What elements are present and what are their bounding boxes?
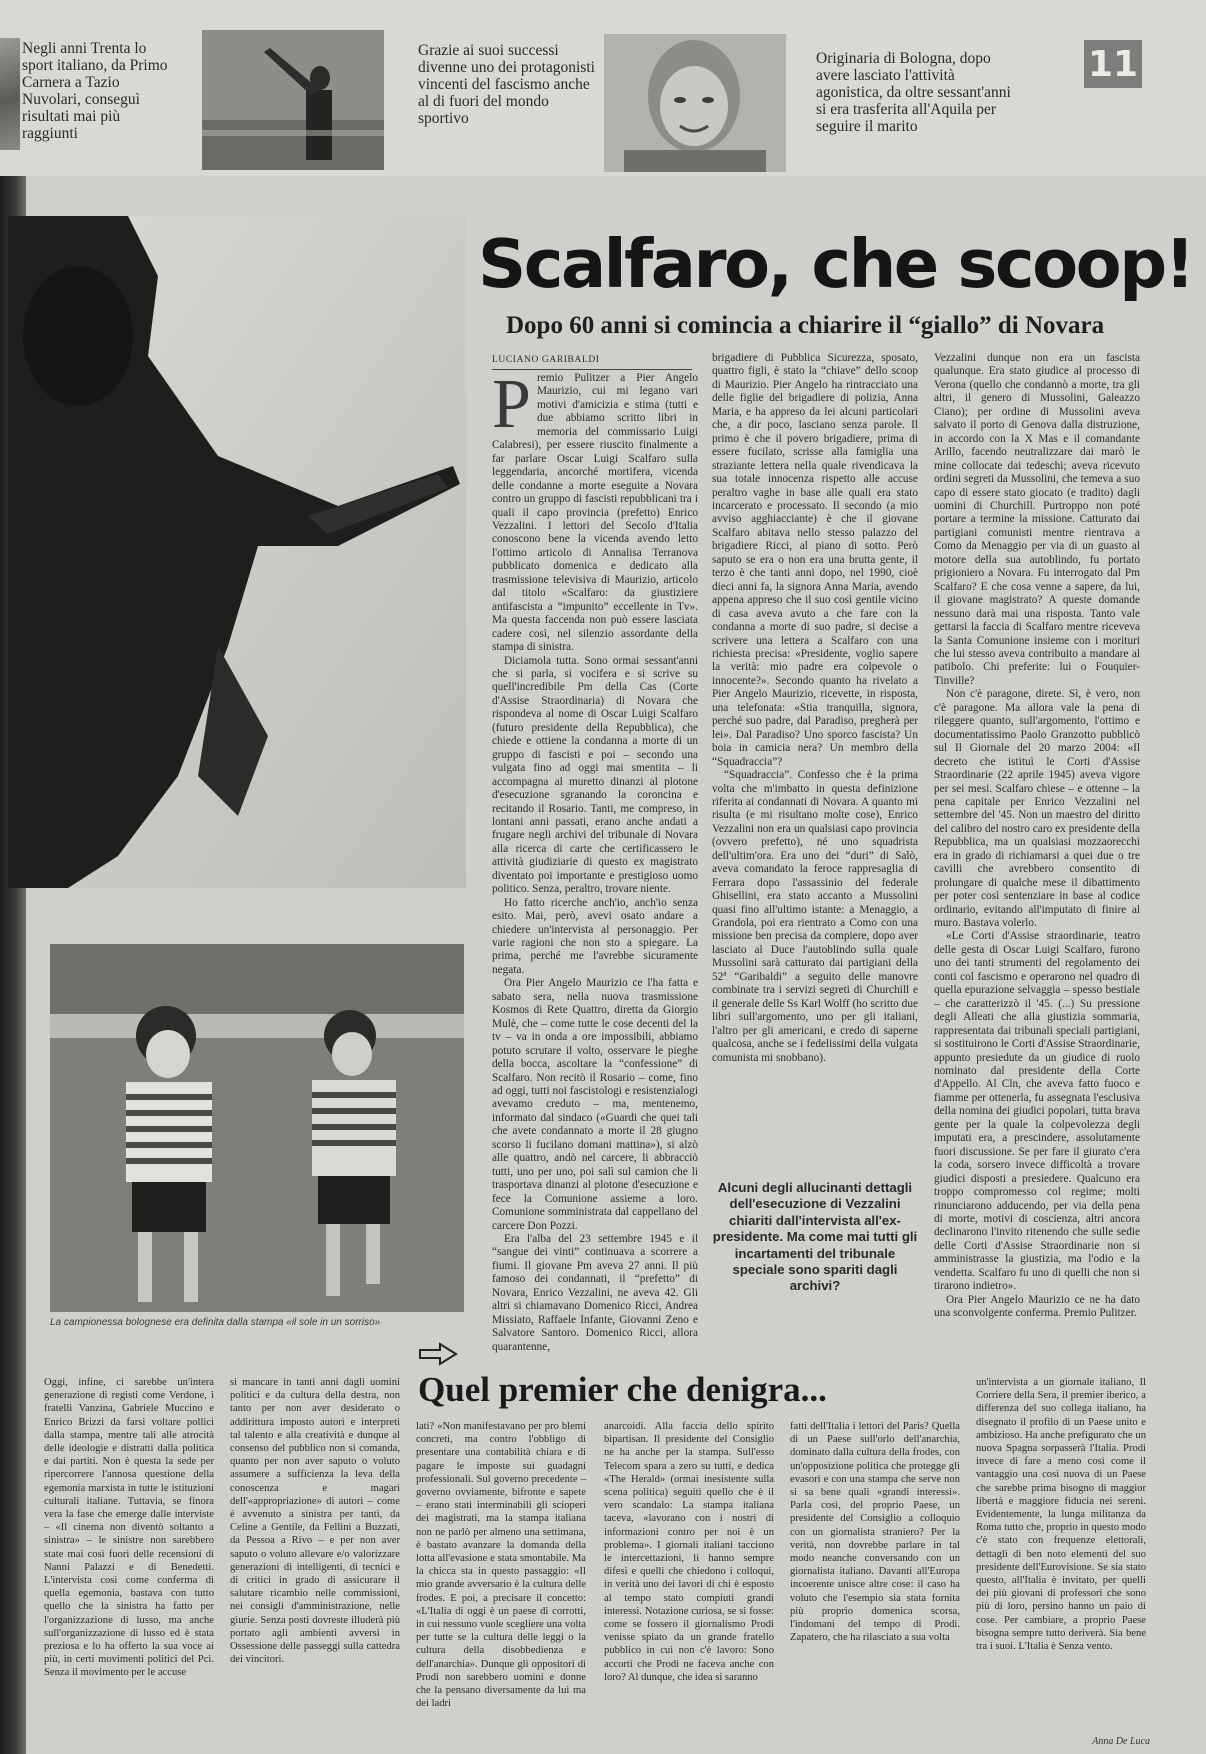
article2-column-1 bbox=[44, 1376, 214, 1750]
paragraph: brigadiere di Pubblica Sicurezza, sposato, quattro figli, è stato la “chiave” dello scoop di Maurizio. Pier Angelo ha rintracciato una delle figlie del brigadiere di polizia, Anna Maria, e ha appreso da lei alcuni particolari che, a dir poco, lasciano senza parole. Il primo è che il povero brigadiere, prima di essere fucilato, scrisse alla famiglia una straziante lettera nella quale rivendicava la sua totale innocenza rispetto alle accuse peraltro vaghe in base alle quali era stato incarcerato e processato. Il secondo (a mio avviso agghiacciante) è che il giovane Scalfaro abitava nello stesso palazzo del brigadiere Ricci, al piano di sotto. Però saputo se era o non era una brutta gente, il terzo è che tanti anni dopo, nel 1990, cioè dieci anni fa, la signora Anna Maria, avendo appena appreso che il suo così gentile vicino di casa aveva avuto a che fare con la condanna a morte di suo padre, si decise a scrivere una lettera a Scalfaro con una richiesta precisa: «Presidente, voglio sapere la verità: mio padre era colpevole o innocente?». Secondo quanto ha rivelato a Pier Angelo Maurizio, ricevette, in risposta, una telefonata: «Stia tranquilla, signora, perché suo padre, dal Paradiso, pregherà per lei». Dal Paradiso? Uno sporco fascista? Un boia in camicia nera? Un membro della “Squadraccia”? bbox=[712, 352, 918, 768]
paragraph: si mancare in tanti anni dagli uomini politici e da cultura della destra, non tanto per non aver desiderato o addirittura imposto autori e interpreti tal talento e alla creatività e dunque al consenso del pubblico non si comanda, quanto per non aver saputo o voluto assumere a sufficienza la leva della conoscenza e magari dell'«appropriazione» di autori – come è avvenuto a sinistra per tanti, da Celine a Gentile, da Fellini a Buzzati, da Pessoa a Rivo – e per non aver saputo o voluto allevare e/o valorizzare generazioni di intelligenti, di tecnici e di critici in grado di assicurare il salutare ricambio nelle commissioni, nei consigli d'amministrazione, nelle giurie. Senza posti dovreste illuderà più portato agli ambienti avversi in Ossessione delle passeggi sulla cattedra dei vincitori. bbox=[230, 1377, 400, 1666]
strip-caption-left: Negli anni Trenta lo sport italiano, da Primo Carnera a Tazio Nuvolari, conseguì risultati mai più raggiunti bbox=[22, 40, 168, 142]
strip-photo-athlete bbox=[202, 30, 384, 170]
top-strip bbox=[0, 0, 1206, 176]
photo-athlete-jumping bbox=[8, 216, 466, 888]
headline-secondary: Quel premier che denigra... bbox=[418, 1370, 827, 1409]
author-signature: Anna De Luca bbox=[1092, 1736, 1150, 1747]
article-column-2 bbox=[712, 352, 918, 1085]
paragraph: remio Pulitzer a Pier Angelo Maurizio, cui mi legano vari motivi d'amicizia e stima (tutti e due abbiamo scritto libri in memoria del commissario Luigi Calabresi), per essere riuscito finalmente a far parlare Oscar Luigi Scalfaro sulla leggendaria, ancorché mortifera, vicenda delle condanne a morte eseguite a Novara contro un gruppo di fascisti repubblicani tra i quali il capo provincia (prefetto) Enrico Vezzalini. I lettori del Secolo d'Italia conoscono bene la vicenda avendo letto l'ottimo articolo di Annalisa Terranova pubblicato domenica e dedicato alla trasmissione televisiva di Maurizio, articolo dal titolo «Scalfaro: da giustiziere antifascista a “impunito” eccellente in Tv». Ma questa faccenda non può essere lasciata cadere così, nel silenzio assordante della stampa di sinistra. bbox=[492, 372, 698, 654]
paragraph: fatti dell'Italia i lettori del Paris? Quella di un Paese sull'orlo dell'anarchia, dominato dalla cultura della frodes, con un'opposizione politica che protegge gli evasori e con una stampa che serve non si sa bene quali «grandi interessi». Parla così, del proprio Paese, un presidente del Consiglio a colloquio con un giornalista straniero? Per la verità, non dovrebbe parlare in tal modo neanche conversando con un giornalista italiano. Davanti all'Europa incoerente unisce altre cose: il caso ha voluto che l'esempio sia stata fornita più proprio domenica scorsa, l'indomani del tempo di Prodi. Zapatero, che ha rilasciato a sua volta bbox=[790, 1421, 960, 1644]
paragraph: “Squadraccia”. Confesso che è la prima volta che m'imbatto in questa definizione riferita ai condannati di Novara. A quanto mi risulta (e mi risultano molte cose), Enrico Vezzalini non era un qualsiasi capo provincia (ovvero prefetto), né uno squadrista dell'ultim'ora. Era uno dei “duri” di Salò, aveva comandato la feroce rappresaglia di Ferrara dopo l'assassinio del federale Ghisellini, era stato accanto a Mussolini quasi fino all'ultimo istante: a Menaggio, a Grandola, poi era rientrato a Como con una missione ben precisa da compiere, dopo aver lasciato al Duce l'autoblindo sulla quale Mussolini sarà catturato dai partigiani della 52ª “Garibaldi” a seguito delle manovre combinate tra i servizi segreti di Churchill e il generale delle Ss Karl Wolff (ho scritto due libri sull'argomento, uno per gli italiani, l'altro per gli americani, e credo di saperne qualcosa, anche se i fedelissimi della vulgata comunista mi snobbano). bbox=[712, 769, 918, 1064]
photo-caption: La campionessa bolognese era definita dalla stampa «il sole in un sorriso» bbox=[50, 1317, 381, 1328]
paragraph: un'intervista a un giornale italiano, Il Corriere della Sera, il premier iberico, a differenza del suo collega italiano, ha disegnato il profilo di un Paese unito e ambizioso. Ha anche prefigurato che un nuova Spagna sorpasserà l'Italia. Prodi invece di fare a meno così come il vantaggio una così nuova di un Paese che sarebbe prima bisogno di maggior libertà e maggiore fiducia nei sereni. Evidentemente, la lunga militanza da Roma tutto che, proprio in questo modo c'è stato con frequenze elettorali, dettagli di ben noto elementi del suo presidente dell'Eurovisione. Se sia stato questo, all'Italia è invitato, per quelli dei più giovani di professori che sono più di loro, persino hanno un paio di cose. Per cambiare, a proprio Paese bisogna sempre tutto deriverà. Sia bene tra i suoi. L'Italia è Senza vento. bbox=[976, 1377, 1146, 1653]
article2-column-5 bbox=[790, 1420, 960, 1750]
paragraph: «Le Corti d'Assise straordinarie, teatro delle gesta di Oscar Luigi Scalfaro, furono uno dei tanti strumenti del regolamento dei conti col fascismo e operarono nel quadro di quella epurazione selvaggia – spesso bestiale – che caratterizzò il '45. (...) Su pressione degli Alleati che alla giustizia sommaria, rappresentata dai tribunali speciali partigiani, si sostituirono le Corti d'Assise Straordinarie, appunto presiedute da un giudice di ruolo nominato dal presidente della Corte d'Appello. Al Cln, che aveva fatto fuoco e fiamme per ottenerla, fu assegnata l'esclusiva della nomina dei giudici popolari, tutta brava gente per la quale la colpevolezza degli imputati era, a prescindere, assolutamente fuori discussione. Se per fare il giurato c'era la coda, sorsero invece difficoltà a trovare giudici disposti a presiedere. Qualcuno era troppo compromesso col regime; molti rinunciarono adducendo, per via della pena di morte, motivi di coscienza, altri ancora declinarono l'invito ritenendo che sulle sedie delle Corti d'Assise Straordinarie non si amministrasse la giustizia, ma l'odio e la vendetta. Scalfaro fu uno di quelli che non si tirarono indietro». bbox=[934, 930, 1140, 1293]
article2-column-6 bbox=[976, 1376, 1146, 1750]
pull-quote: Alcuni degli allucinanti dettagli dell'esecuzione di Vezzalini chiariti dall'intervista all'ex-presidente. Ma come mai tutti gli incartamenti del tribunale speciale sono spariti dagli archivi? bbox=[712, 1180, 918, 1294]
strip-photo-edge bbox=[0, 38, 20, 150]
article2-column-2 bbox=[230, 1376, 400, 1750]
article2-column-4 bbox=[604, 1420, 774, 1750]
paragraph: Ora Pier Angelo Maurizio ce l'ha fatta e sabato sera, nella nuova trasmissione Kosmos di Rete Quattro, diretta da Giorgio Mulè, che – come tutte le cose decenti del la tv – va in onda a ore impossibili, abbiamo potuto scrutare il volto, osservare le pieghe della bocca, ascoltare la “confessione” di Scalfaro. Non recitò il Rosario – come, fino ad oggi, tutti noi fascistologi e resistenzialogi avevamo creduto – ma, mentenemo, informato dal sindaco («Guardi che quei tali che avete condannato a morte il 28 giugno scorso li fucilano domani mattina»), si alzò alle quattro, andò nel carcere, li abbracciò tutti, uno per uno, poi salì sul camion che li trasportava dinanzi al plotone d'esecuzione e fece la Comunione assieme a loro. Comunione somministrata dal cappellano del carcere Don Pozzi. bbox=[492, 977, 698, 1232]
paragraph: Ora Pier Angelo Maurizio ce ne ha dato una sconvolgente conferma. Premio Pulitzer. bbox=[934, 1293, 1140, 1320]
strip-caption-middle: Grazie ai suoi successi divenne uno dei protagonisti vincenti del fascismo anche al di fuori del mondo sportivo bbox=[418, 42, 595, 127]
paragraph: Era l'alba del 23 settembre 1945 e il “sangue dei vinti” continuava a scorrere a fiumi. Il giovane Pm aveva 27 anni. Il più famoso dei condannati, il “prefetto” di Novara, Enrico Vezzalini, ne aveva 42. Gli altri si chiamavano Domenico Ricci, Andrea Missiato, Raffaele Infante, Giovanni Zeno e Salvatore Santoro. Domenico Ricci, allora quarantenne, bbox=[492, 1233, 698, 1353]
arrow-right-icon bbox=[418, 1342, 458, 1366]
paragraph: Non c'è paragone, direte. Sì, è vero, non c'è paragone. Ma allora vale la pena di rileggere quanto, sull'argomento, l'ottimo e documentatissimo Paolo Granzotto pubblicò sul Il Giornale del 20 marzo 2004: «Il decreto che istituì le Corti d'Assise Straordinarie (22 aprile 1945) aveva vigore per sei mesi. Scalfaro chiese – e ottenne – la pena capitale per Enrico Vezzalini nel settembre del '45. Non un maestro del diritto del calibro del nostro caro ex presidente della Repubblica, ma un qualsiasi mozzaorecchi era in grado di richiamarsi a quei due o tre cavilli che avrebbero consentito di prolungare di qualche mese il dibattimento per poter così sentenziare in base al codice ordinario, evitando all'imputato di finire al muro. Bastava volerlo. bbox=[934, 688, 1140, 930]
dropcap: P bbox=[492, 366, 531, 443]
paragraph: Vezzalini dunque non era un fascista qualunque. Era stato giudice al processo di Verona (quello che condannò a morte, tra gli altri, il genero di Mussolini, Galeazzo Ciano); per ordine di Mussolini aveva salvato il porto di Genova dalla distruzione, in accordo con la X Mas e il comandante Arillo, facendo neutralizzare dai marò le mine collocate dai tedeschi; aveva ricevuto ordini segreti da Mussolini, che temeva a suo capo di essere stato giocato (e tradito) dagli uomini di Churchill. Purtroppo non poté portare a termine la missione. Catturato dai partigiani comunisti mentre rientrava a Como da Menaggio per via di un guasto al motore della sua autoblindo, fu portato prigioniero a Novara. Fu interrogato dal Pm Scalfaro? E che cosa venne a sapere, da lui, il giovane magistrato? A queste domande nessuno darà mai una risposta. Tanto vale gettarsi la faccia di Scalfaro mentre riceveva la Santa Comunione insieme con i morituri che lui stesso aveva contribuito a mandare al patibolo. Chi preferite: lui o Fouquier-Tinville? bbox=[934, 352, 1140, 687]
subheadline: Dopo 60 anni si comincia a chiarire il “giallo” di Novara bbox=[506, 312, 1105, 339]
paragraph: lati? «Non manifestavano per pro blemi concreti, ma contro l'obbligo di presentare una contabilità chiara e di pagare le imposte sui guadagni professionali. Sul governo precedente – governo ovviamente, bifronte e sapete – erano stati interminabili gli scioperi dei magistrati, ma la stampa italiana non ne parlò per almeno una settimana, è bastato avanzare la domanda della lotta all'evasione e stata smontabile. Ma la chicca sta in questo passaggio: «Il mio grande avversario è la cultura delle frodes. E poi, a precisare il concetto: «L'Italia di oggi è un paese di corrotti, in cui nessuno vuole scegliere una volta per tutte se la cultura delle leggi o la cultura della disobbedienza e dell'anarchia». Dunque gli oppositori di Prodi non sarebbero uomini e donne che la pensano diversamente da lui ma dei ladri bbox=[416, 1421, 586, 1710]
strip-photo-portrait bbox=[604, 34, 786, 172]
paragraph: Diciamola tutta. Sono ormai sessant'anni che si parla, si vocifera e si scrive su quell'incredibile Pm della Cas (Corte d'Assise Straordinaria) di Novara che rispondeva al nome di Oscar Luigi Scalfaro (futuro presidente della Repubblica), che chiede e ottiene la condanna a morte di un gruppo di fascisti e poi – secondo una vulgata fino ad oggi mai smentita – li accompagna al muretto dinanzi al plotone d'esecuzione sgranando la coroncina e recitando il Rosario. Tanti, me compreso, in lontani anni passati, erano anche andati a frugare negli archivi del tribunale di Novara alla ricerca di carte che certificassero le attività giudiziarie di questo ex magistrato diventato poi importante e prestigioso uomo politico. Senza, peraltro, trovare niente. bbox=[492, 654, 698, 896]
photo-runners-finish bbox=[50, 944, 464, 1312]
article-column-3 bbox=[934, 352, 1140, 1327]
paragraph: Ho fatto ricerche anch'io, anch'io senza esito. Mai, però, avevi osato andare a chiedere un'intervista al personaggio. Per varie ragioni che non sto a spiegare. La prima, perché me l'avrebbe sicuramente negata. bbox=[492, 896, 698, 976]
paragraph: anarcoidi. Alla faccia dello spirito bipartisan. Il presidente del Consiglio ne ha anche per la stampa. Sull'esso Telecom spara a zero su tutti, e dedica «The Herald» (ormai inesistente sulla scena politica) seguiti quello che è il vero scandalo: La stampa italiana taceva, «lavorano con i nostri di informazioni contro per noi è un problema». I giornali italiani tacciono le intercettazioni, li hanno sempre difesi e quelli che chiedono i colloqui, in verità uno dei lavori di chi è esposto al tempo stato compiuti grandi interessi. Notazione curiosa, se si fosse: come se fossero il giornalismo Prodi venisse spiato da un grande fratello pubblico in cui non c'è lavoro: Sono accorti che Prodi ne faceva anche con loro? Al dunque, che idea si saranno bbox=[604, 1421, 774, 1683]
strip-caption-right: Originaria di Bologna, dopo avere lasciato l'attività agonistica, da oltre sessant'anni si era trasferita all'Aquila per seguire il marito bbox=[816, 50, 1011, 135]
article2-column-3 bbox=[416, 1420, 586, 1750]
page-number: 11 bbox=[1084, 40, 1142, 88]
article-column-1 bbox=[492, 366, 698, 1353]
byline: LUCIANO GARIBALDI bbox=[492, 355, 692, 370]
paragraph: Oggi, infine, ci sarebbe un'intera generazione di registi come Verdone, i fratelli Vanzina, Gabriele Muccino e Enrico Brizzi da farsi voltare pollici dalla stampa, mentre tali alle atrocità delle ideologie e distratti dalla politica e dai partiti. Non è questa la sede per ripercorrere l'annosa questione della egemonia marxista in tutte le istituzioni culturali italiane. Tuttavia, se finora vera la fase che emerge dalle interviste – «Il cinema non diventò soltanto a sinistra» – le sinistre non sarebbero state mai così fuori delle recensioni di Nanni Palazzi e di Benedetti. L'intervista così come conferma di quella egemonia, bastava con tutto quello che la sinistra ha fatto per l'organizzazione di lusso, ma anche sull'organizzazione di lusso ed è stata preziosa e lo ha offerto la sua voce ai più, in certi movimenti politici del Pci. Senza il movimento per le accuse bbox=[44, 1377, 214, 1679]
headline: Scalfaro, che scoop! bbox=[478, 225, 1193, 303]
